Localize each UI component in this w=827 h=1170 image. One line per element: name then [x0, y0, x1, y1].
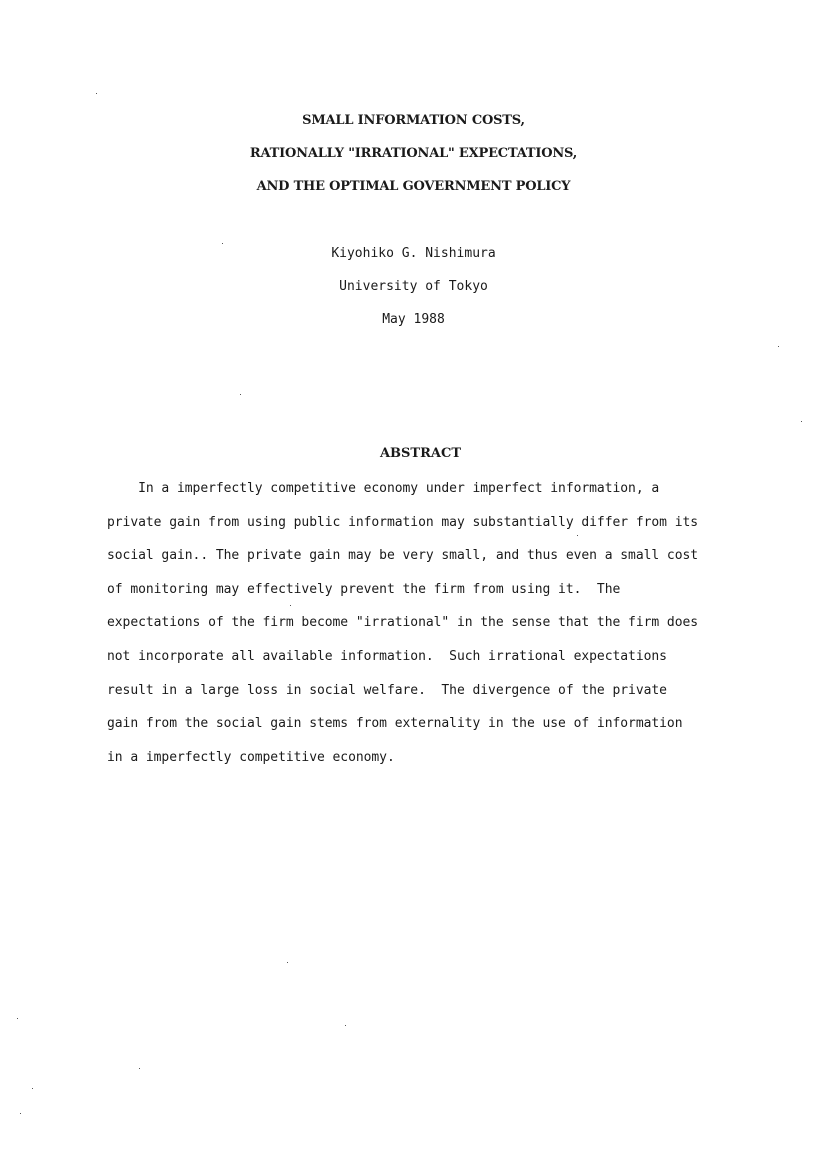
scan-speck: [577, 535, 578, 536]
author-name: Kiyohiko G. Nishimura: [331, 246, 496, 261]
scan-speck: [96, 93, 97, 94]
title-line: AND THE OPTIMAL GOVERNMENT POLICY: [256, 179, 571, 194]
scan-speck: [32, 1088, 33, 1089]
title-line: RATIONALLY "IRRATIONAL" EXPECTATIONS,: [249, 146, 578, 161]
scan-speck: [17, 1018, 18, 1019]
abstract-body: [107, 478, 747, 780]
scan-speck: [290, 605, 291, 606]
scan-speck: [20, 1113, 21, 1114]
paper-title: [0, 110, 827, 209]
abstract-line: not incorporate all available information. Such irrational expectations: [107, 648, 667, 664]
abstract-line: gain from the social gain stems from externality in the use of information: [107, 716, 683, 732]
scan-speck: [139, 1068, 140, 1069]
scan-speck: [345, 1025, 346, 1026]
scan-speck: [287, 962, 288, 963]
scan-speck: [801, 421, 802, 422]
abstract-line: private gain from using public information may substantially differ from its: [107, 514, 699, 530]
title-line: SMALL INFORMATION COSTS,: [302, 113, 525, 128]
abstract-line: expectations of the firm become "irrational" in the sense that the firm does: [107, 615, 699, 631]
abstract-heading: ABSTRACT: [379, 446, 462, 461]
abstract-line: result in a large loss in social welfare. The divergence of the private: [107, 682, 667, 698]
scan-speck: [240, 394, 241, 395]
scan-speck: [778, 346, 779, 347]
publication-date: May 1988: [382, 312, 445, 327]
author-affiliation: University of Tokyo: [339, 279, 488, 294]
abstract-line: In a imperfectly competitive economy under imperfect information, a: [107, 481, 660, 496]
author-info: [0, 244, 827, 343]
abstract-line: in a imperfectly competitive economy.: [107, 749, 395, 765]
abstract-line: of monitoring may effectively prevent the firm from using it. The: [107, 581, 621, 597]
abstract-line: social gain.. The private gain may be very small, and thus even a small cost: [107, 548, 699, 564]
scan-speck: [222, 243, 223, 244]
